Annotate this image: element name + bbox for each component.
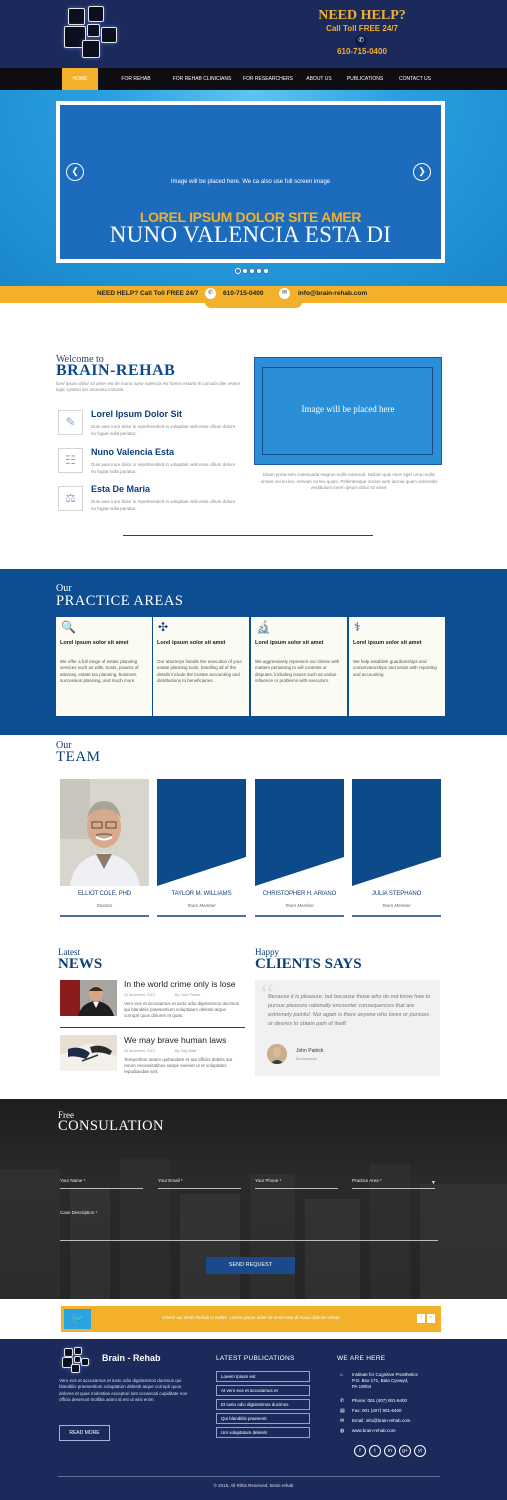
- slider-dot[interactable]: [235, 268, 241, 274]
- news-date: 08 November, 2015: [124, 1049, 155, 1053]
- practice-area-select[interactable]: [352, 1188, 435, 1189]
- strip-phone[interactable]: 610-715-0400: [223, 290, 264, 297]
- nav-rehab-managers[interactable]: FOR REHAB: [121, 76, 151, 82]
- practice-card-desc: We help establish guardianships and conservatorships and assist with reporting and accounting.: [353, 659, 437, 677]
- nav-about[interactable]: ABOUT US: [306, 76, 332, 82]
- footer-desc: Vero eos et accusamus et iusto odio dignissimos ducimus qui blanditiis praesentium voluptatum deleniti atque corrupti quos dolores et quas molestias excepturi sint occaecati cupiditate non officia deserunt mollitia animi id est ut wisi enim.: [59, 1378, 188, 1403]
- team-member-name: JULIA STEPHANO: [371, 891, 422, 897]
- welcome-title: BRAIN-REHAB: [56, 362, 176, 379]
- footer-web[interactable]: www.brain-rehab.com: [352, 1428, 396, 1433]
- microscope-icon: 🔬: [256, 620, 271, 634]
- team-photo-placeholder[interactable]: [157, 779, 246, 886]
- strip-tab: [205, 300, 302, 308]
- divider: [60, 915, 149, 917]
- news-title: NEWS: [58, 956, 103, 972]
- strip-need-help: NEED HELP? Call Toll FREE 24/7: [97, 290, 199, 297]
- address-line: P.O. Box 171, Bala Cynwyd,: [352, 1378, 409, 1383]
- nav-researchers[interactable]: FOR RESEARCHERS: [242, 76, 293, 82]
- address-line: PA 19004: [352, 1384, 372, 1389]
- document-edit-icon: ✎: [58, 410, 83, 435]
- practice-card-title: Lorel ipsum solor sit amet: [157, 640, 226, 646]
- nav-contact[interactable]: CONTACT US: [398, 76, 432, 82]
- description-label: Case Description *: [60, 1210, 98, 1215]
- name-field-label: Your Name *: [60, 1178, 86, 1183]
- phone-field[interactable]: [255, 1188, 338, 1189]
- practice-card-desc: We aggressively represent our clients with matters pertaining to will contests or disputes, including issues such as undue influence or problems with executors.: [255, 659, 340, 683]
- consultation-title: CONSULATION: [58, 1118, 164, 1134]
- linkedin-icon[interactable]: in: [384, 1445, 396, 1457]
- consultation-small: Free: [58, 1110, 74, 1120]
- welcome-intro: lorel ipsum dolor sit amer est de maria nuno valencia est fortiss estanti di carcalia dier estere lugic system ion atravana calcatio.: [56, 381, 241, 392]
- mail-icon: ✉: [279, 288, 290, 299]
- practice-small: Our: [56, 583, 72, 594]
- magnifier-icon: 🔍: [61, 620, 76, 634]
- practice-card-desc: Our attorneys handle the execution of your estate planning tools, handling all of the details include the trustee accounting and distributions to beneficiaries.: [157, 659, 243, 683]
- news-desc: Temporibus autem quibusdam et aut officiis debitis aut rerum necessitatibus saepe eveniet ut et voluptates repudiandae sint.: [124, 1057, 233, 1074]
- email-field-label: Your Email *: [158, 1178, 183, 1183]
- publication-link[interactable]: Um voluptatum deleniti: [216, 1427, 310, 1438]
- feature-desc: Duis aute irure dolor in reprehenderit in voluptate velit esse cillum dolore eu fugiat nulla pariatur.: [91, 499, 236, 511]
- practice-card-title: Lorel ipsum solor sit amet: [353, 640, 422, 646]
- footer-logo[interactable]: [60, 1346, 94, 1376]
- team-photo-placeholder[interactable]: [352, 779, 441, 886]
- googleplus-icon[interactable]: g+: [399, 1445, 411, 1457]
- slider-dot[interactable]: [256, 268, 262, 274]
- welcome-small: Welcome to: [56, 354, 104, 365]
- hero-title: NUNO VALENCIA ESTA DI: [109, 222, 392, 247]
- logo[interactable]: [60, 4, 125, 64]
- publication-link[interactable]: Qui blanditiis praesenti: [216, 1413, 310, 1424]
- read-more-button[interactable]: READ MORE: [59, 1425, 110, 1441]
- news-thumbnail[interactable]: [60, 980, 117, 1016]
- feature-title: Nuno Valencia Esta: [91, 447, 175, 457]
- tweet-next-button[interactable]: [427, 1314, 435, 1323]
- phone-icon: ✆: [205, 288, 216, 299]
- news-small: Latest: [58, 947, 80, 957]
- publication-link[interactable]: Loeem Ipsum est: [216, 1371, 310, 1382]
- avatar: [267, 1044, 287, 1064]
- divider: [60, 1027, 245, 1028]
- divider: [157, 915, 246, 917]
- hero-placeholder-text: Image will be placed here. We ca also use full screen image: [170, 179, 331, 185]
- chevron-left-icon: ‹: [420, 1315, 422, 1321]
- practice-card-title: Lorel ipsum solor sit amet: [60, 640, 129, 646]
- strip-email[interactable]: info@brain-rehab.com: [298, 290, 368, 297]
- footer-phone: Phone: 001 (407) 901-6400: [352, 1398, 408, 1403]
- divider: [352, 915, 441, 917]
- email-field[interactable]: [158, 1188, 241, 1189]
- header-phone[interactable]: 610-715-0400: [337, 47, 387, 56]
- welcome-image-caption: Etiam porta sem malesuada magna mollis euismod. Nullam quis risus eget urna mollis ornare vel eu leo. Aenean eu leo quam. Pellentesque ornare sem lacinia quam venenatis vestibulum lorem ipsum dolor sit amet.: [260, 472, 438, 490]
- divider: [255, 915, 344, 917]
- testimonial-name: John Patrick: [296, 1048, 324, 1054]
- network-icon: ✣: [158, 620, 169, 634]
- news-desc: Vero eos et accusamus et iusto odio dignissimos ducimus qui blanditiis praesentium voluptatum deleniti atque corrupti quos dolores et quas.: [124, 1001, 240, 1018]
- team-member-role: Team Member: [382, 903, 411, 908]
- team-photo[interactable]: [60, 779, 149, 886]
- news-date: 23 November, 2015: [124, 993, 155, 997]
- team-member-name: TAYLOR M. WILLIAMS: [171, 891, 232, 897]
- phone-icon: ✆: [355, 35, 367, 47]
- testimonial-role: Businessman: [296, 1057, 318, 1061]
- phone-icon: ✆: [340, 1398, 345, 1404]
- team-member-role: Director: [96, 903, 113, 908]
- slider-dot[interactable]: [242, 268, 248, 274]
- team-photo-placeholder[interactable]: [255, 779, 344, 886]
- facebook-icon[interactable]: f: [354, 1445, 366, 1457]
- news-title[interactable]: In the world crime only is lose: [124, 979, 236, 989]
- testimonial-text: Because it is pleasure, but because those who do not know how to pursue pleasure rationally encounter consequences that are extremely painful. Nor again is there anyone who loves or pursues or desires to obtain pain of itself.: [268, 994, 431, 1027]
- chevron-right-icon: ›: [430, 1315, 432, 1321]
- team-small: Our: [56, 740, 72, 751]
- team-member-name: CHRISTOPHER H. ARIANO: [262, 891, 337, 897]
- description-field[interactable]: [60, 1240, 438, 1241]
- publication-link[interactable]: Et iusto odio dignissimos ducimus: [216, 1399, 310, 1410]
- phone-field-label: Your Phone *: [255, 1178, 282, 1183]
- contact-heading: WE ARE HERE: [337, 1355, 386, 1362]
- address-line: Institute for Cognitive Prosthetics: [352, 1372, 418, 1377]
- youtube-icon[interactable]: yt: [414, 1445, 426, 1457]
- twitter-icon[interactable]: t: [369, 1445, 381, 1457]
- divider: [58, 1476, 440, 1477]
- chevron-left-icon: ❮: [71, 166, 79, 176]
- practice-area-label: Practice Area *: [352, 1178, 382, 1183]
- team-member-name: ELLIOT COLE, PHD: [78, 891, 131, 897]
- caret-down-icon[interactable]: ▼: [431, 1180, 436, 1186]
- copyright: © 2015, All Rihts Reserved. Brain-rehab: [213, 1483, 294, 1488]
- feature-title: Esta De Maria: [91, 484, 151, 494]
- news-title[interactable]: We may brave human laws: [124, 1035, 227, 1045]
- divider: [123, 535, 373, 536]
- toll-free-text: Call Toll FREE 24/7: [326, 24, 398, 33]
- publications-heading: LATEST PUBLICATIONS: [216, 1355, 295, 1362]
- fax-icon: ▤: [340, 1408, 345, 1414]
- send-request-button[interactable]: SEND REQUEST: [206, 1257, 295, 1274]
- tweet-prev-button[interactable]: [417, 1314, 425, 1323]
- clients-title: CLIENTS SAYS: [255, 956, 362, 972]
- mail-icon: ✉: [340, 1418, 345, 1424]
- slider-dot[interactable]: [263, 268, 269, 274]
- team-member-role: Team Member: [285, 903, 314, 908]
- feature-desc: Duis aute irure dolor in reprehenderit in voluptate velit esse cillum dolore eu fugiat nulla pariatur.: [91, 462, 236, 474]
- feature-desc: Duis aute irure dolor in reprehenderit in voluptate velit esse cillum dolore eu fugiat nulla pariatur.: [91, 424, 236, 436]
- clients-small: Happy: [255, 947, 279, 957]
- home-icon: ⌂: [340, 1372, 344, 1378]
- news-author: By: John Patrick: [175, 993, 201, 997]
- twitter-icon[interactable]: 🐦: [64, 1309, 91, 1329]
- welcome-image-text: Image will be placed here: [301, 404, 395, 414]
- practice-title: PRACTICE AREAS: [56, 593, 184, 609]
- team-member-role: Team Member: [187, 903, 216, 908]
- practice-card-title: Lorel ipsum solor sit amet: [255, 640, 324, 646]
- handshake-icon: ☷: [58, 448, 83, 473]
- footer-fax: Fax: 001 (407) 901-6400: [352, 1408, 402, 1413]
- footer-email[interactable]: Email: info@brain-rehab.com: [352, 1418, 411, 1423]
- gavel-icon: ⚖: [58, 486, 83, 511]
- team-title: TEAM: [56, 749, 101, 765]
- globe-icon: ◍: [340, 1428, 345, 1434]
- nav-home[interactable]: HOME: [62, 68, 98, 90]
- nav-rehab-clinicians[interactable]: FOR REHAB CLINICIANS: [172, 76, 232, 82]
- news-author: By: Ray Miller: [175, 1049, 197, 1053]
- quote-icon: “: [261, 979, 274, 1010]
- hero-subtitle: LOREL IPSUM DOLOR SITE AMER: [139, 209, 362, 225]
- publication-link[interactable]: At vero eos et accusamus et: [216, 1385, 310, 1396]
- practice-card-desc: We offer a full range of estate planning services such as wills, trusts, powers of attorney, estate tax planning, business succession planning, and much more.: [60, 659, 139, 683]
- slider-dot[interactable]: [249, 268, 255, 274]
- chevron-right-icon: ❯: [418, 166, 426, 176]
- name-field[interactable]: [60, 1188, 143, 1189]
- tweet-text: Check our Brain Rehab in twitter. Lorem ipsum dolor sit amet esta di maria @brain-rehab: [162, 1315, 340, 1320]
- need-help-heading: NEED HELP?: [318, 8, 406, 23]
- footer-brand: Brain - Rehab: [102, 1353, 161, 1363]
- dna-icon: ⚕: [354, 620, 361, 634]
- nav-publications[interactable]: PUBLICATIONS: [346, 76, 384, 82]
- feature-title: Lorel Ipsum Dolor Sit: [91, 409, 183, 419]
- news-thumbnail[interactable]: [60, 1035, 117, 1071]
